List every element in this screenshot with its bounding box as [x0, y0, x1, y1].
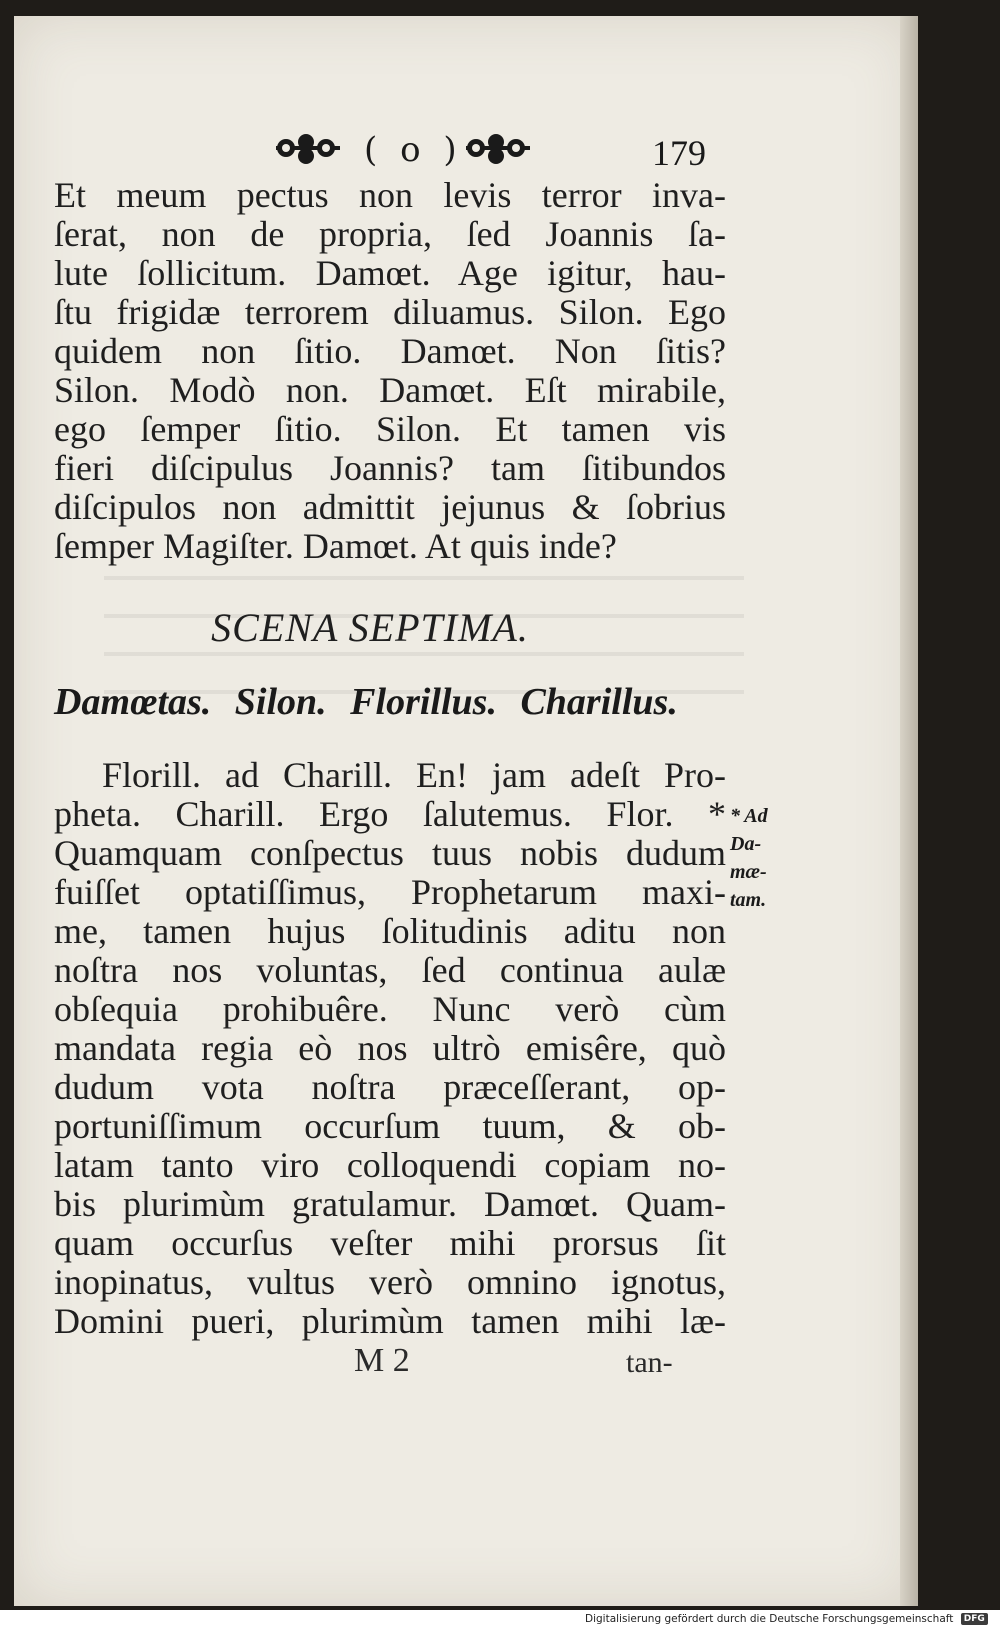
text-line: Florill. ad Charill. En! jam adeſt Pro-	[102, 755, 726, 795]
text-line: Silon. Modò non. Damœt. Eſt mirabile,	[54, 370, 726, 410]
page-footer	[14, 1342, 914, 1382]
margin-note-line: mæ-	[730, 861, 767, 883]
page-edge	[900, 16, 918, 1606]
ornament-right-icon	[462, 128, 542, 168]
catchword: tan-	[626, 1346, 673, 1379]
credit-text: Digitalisierung gefördert durch die Deutsche Forschungsgemeinschaft	[585, 1613, 954, 1625]
signature-mark: M 2	[354, 1342, 410, 1379]
ornament-left-icon	[272, 128, 352, 168]
text-line: bis plurimùm gratulamur. Damœt. Quam-	[54, 1184, 726, 1224]
header-sign: ( o )	[364, 130, 463, 170]
text-line: lute ſollicitum. Damœt. Age igitur, hau-	[54, 253, 726, 293]
text-line: diſcipulos non admittit jejunus & ſobrius	[54, 487, 726, 527]
text-line: latam tanto viro colloquendi copiam no-	[54, 1145, 726, 1185]
text-block-dialogue	[54, 176, 726, 566]
page-number: 179	[652, 133, 706, 173]
text-line: ſemper Magiſter. Damœt. At quis inde?	[54, 526, 617, 566]
margin-note	[730, 802, 830, 914]
text-line: noſtra nos voluntas, ſed continua aulæ	[54, 950, 726, 990]
text-line: fieri diſcipulus Joannis? tam ſitibundos	[54, 448, 726, 488]
text-line: pheta. Charill. Ergo ſalutemus. Flor. *	[54, 794, 726, 834]
margin-note-line: tam.	[730, 889, 767, 911]
margin-note-line: * Ad	[730, 805, 768, 827]
text-line: quidem non ſitio. Damœt. Non ſitis?	[54, 331, 726, 371]
text-line: fuiſſet optatiſſimus, Prophetarum maxi-	[54, 872, 726, 912]
text-line: obſequia prohibuêre. Nunc verò cùm	[54, 989, 726, 1029]
text-line: me, tamen hujus ſolitudinis aditu non	[54, 911, 726, 951]
text-line: Domini pueri, plurimùm tamen mihi læ-	[54, 1301, 726, 1341]
text-line: quam occurſus veſter mihi prorsus ſit	[54, 1223, 726, 1263]
text-line: ſtu frigidæ terrorem diluamus. Silon. Ego	[54, 292, 726, 332]
book-page	[14, 16, 914, 1606]
cast-list: Damœtas. Silon. Florillus. Charillus.	[54, 681, 678, 723]
text-line: portuniſſimum occurſum tuum, & ob-	[54, 1106, 726, 1146]
text-line: mandata regia eò nos ultrò emisêre, quò	[54, 1028, 726, 1068]
page-header	[14, 128, 914, 178]
text-line: dudum vota noſtra præceſſerant, op-	[54, 1067, 726, 1107]
dfg-logo-icon: DFG	[961, 1613, 988, 1625]
scene-title: SCENA SEPTIMA.	[211, 605, 529, 650]
text-line: Quamquam conſpectus tuus nobis dudum	[54, 833, 726, 873]
digitization-credit	[585, 1613, 988, 1631]
text-block-scene	[54, 756, 726, 1341]
text-line: ego ſemper ſitio. Silon. Et tamen vis	[54, 409, 726, 449]
text-line: ſerat, non de propria, ſed Joannis ſa-	[54, 214, 726, 254]
text-line: Et meum pectus non levis terror inva-	[54, 175, 726, 215]
margin-note-line: Da-	[730, 833, 762, 855]
text-line: inopinatus, vultus verò omnino ignotus,	[54, 1262, 726, 1302]
